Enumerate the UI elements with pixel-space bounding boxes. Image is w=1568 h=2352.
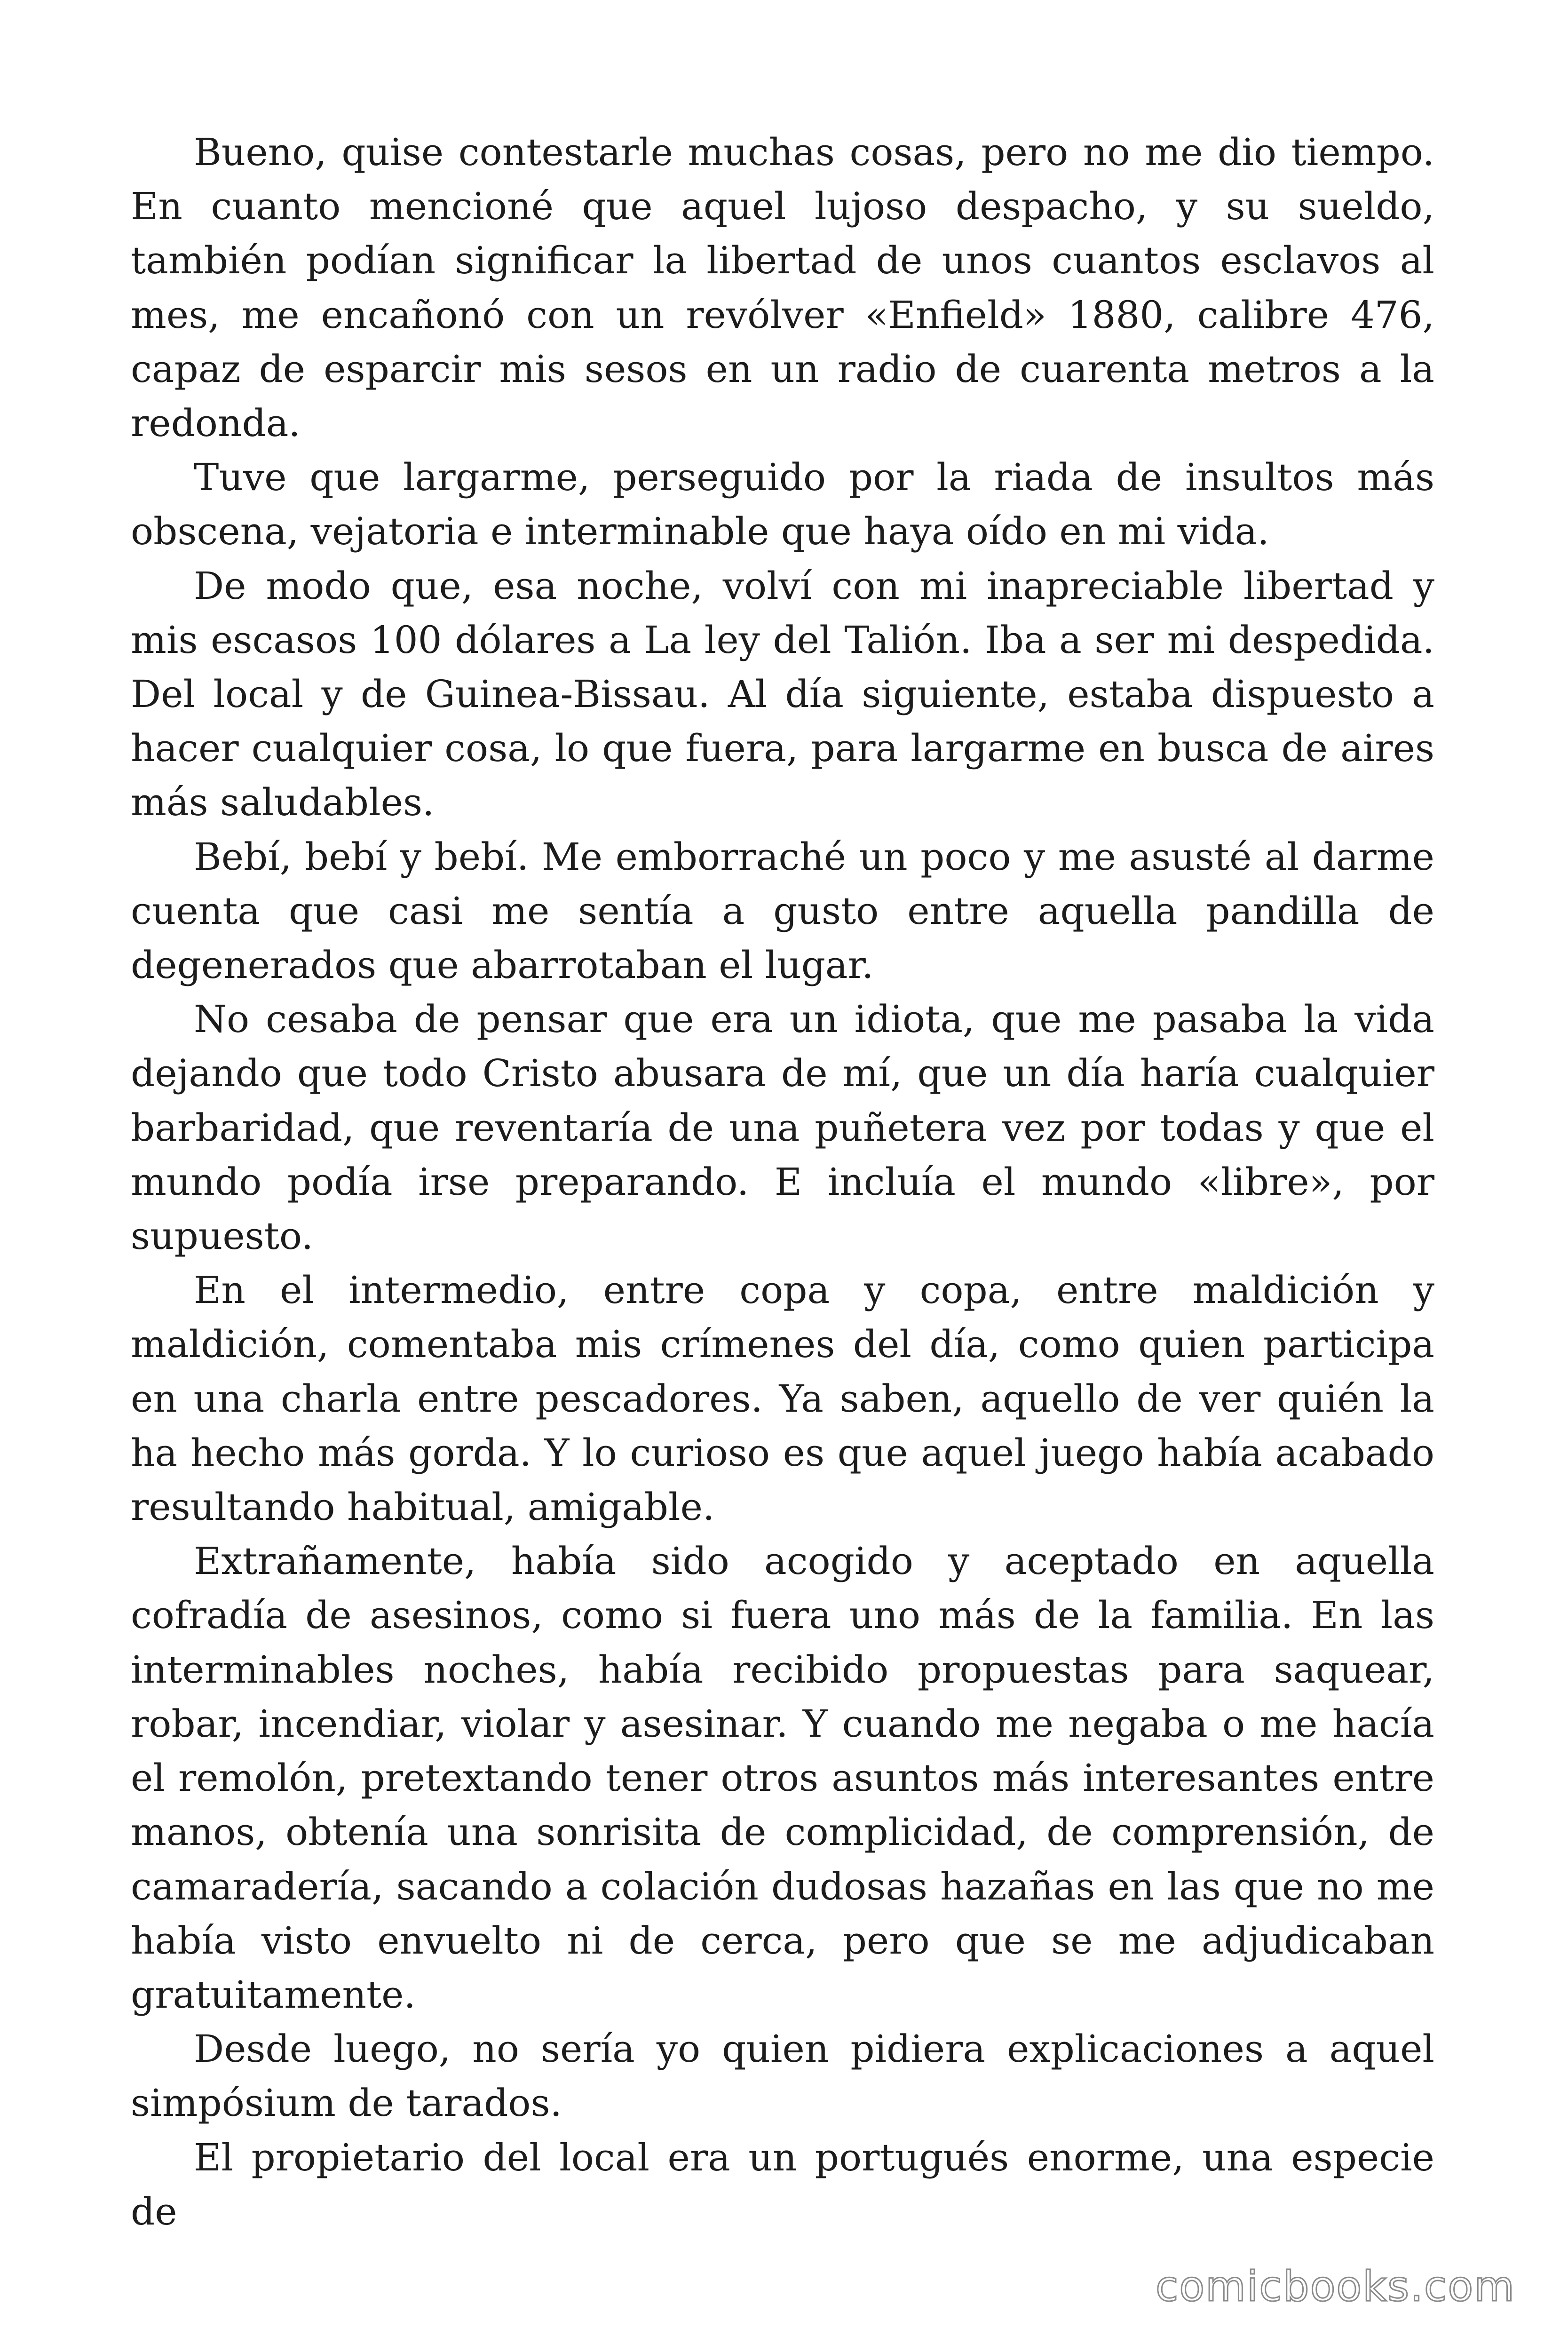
paragraph-6: En el intermedio, entre copa y copa, entre maldición y maldición, comentaba mis crímenes del día, como quien participa en una charla entre pescadores. Ya saben, aquello de ver quién la ha hecho más gorda. Y lo curioso es que aquel juego había acabado resultando habitual, amigable. [131,1268,1434,1529]
paragraph-2: Tuve que largarme, perseguido por la riada de insultos más obscena, vejatoria e interminable que haya oído en mi vida. [131,455,1434,554]
paragraph-5: No cesaba de pensar que era un idiota, que me pasaba la vida dejando que todo Cristo abusara de mí, que un día haría cualquier barbaridad, que reventaría de una puñetera vez por todas y que el mundo podía irse preparando. E incluía el mundo «libre», por supuesto. [131,997,1434,1258]
paragraph-1: Bueno, quise contestarle muchas cosas, pero no me dio tiempo. En cuanto mencioné que aquel lujoso despacho, y su sueldo, también podían significar la libertad de unos cuantos esclavos al mes, me encañonó con un revólver «Enfield» 1880, calibre 476, capaz de esparcir mis sesos en un radio de cuarenta metros a la redonda. [131,130,1434,445]
paragraph-7: Extrañamente, había sido acogido y aceptado en aquella cofradía de asesinos, como si fuera uno más de la familia. En las interminables noches, había recibido propuestas para saquear, robar, incendiar, violar y asesinar. Y cuando me negaba o me hacía el remolón, pretextando tener otros asuntos más interesantes entre manos, obtenía una sonrisita de complicidad, de comprensión, de camaradería, sacando a colación dudosas hazañas en las que no me había visto envuelto ni de cerca, pero que se me adjudicaban gratuitamente. [131,1539,1434,2017]
watermark: comicbooks.com [1155,2262,1515,2311]
paragraph-4: Bebí, bebí y bebí. Me emborraché un poco y me asusté al darme cuenta que casi me sentía a gusto entre aquella pandilla de degenerados que abarrotaban el lugar. [131,834,1434,987]
paragraph-3: De modo que, esa noche, volví con mi inapreciable libertad y mis escasos 100 dólares a La ley del Talión. Iba a ser mi despedida. Del local y de Guinea-Bissau. Al día siguiente, estaba dispuesto a hacer cualquier cosa, lo que fuera, para largarme en busca de aires más saludables. [131,564,1434,825]
paragraph-8: Desde luego, no sería yo quien pidiera explicaciones a aquel simpósium de tarados. [131,2027,1434,2125]
page-body [131,125,1434,2239]
paragraph-9: El propietario del local era un portugués enorme, una especie de [131,2135,1434,2233]
